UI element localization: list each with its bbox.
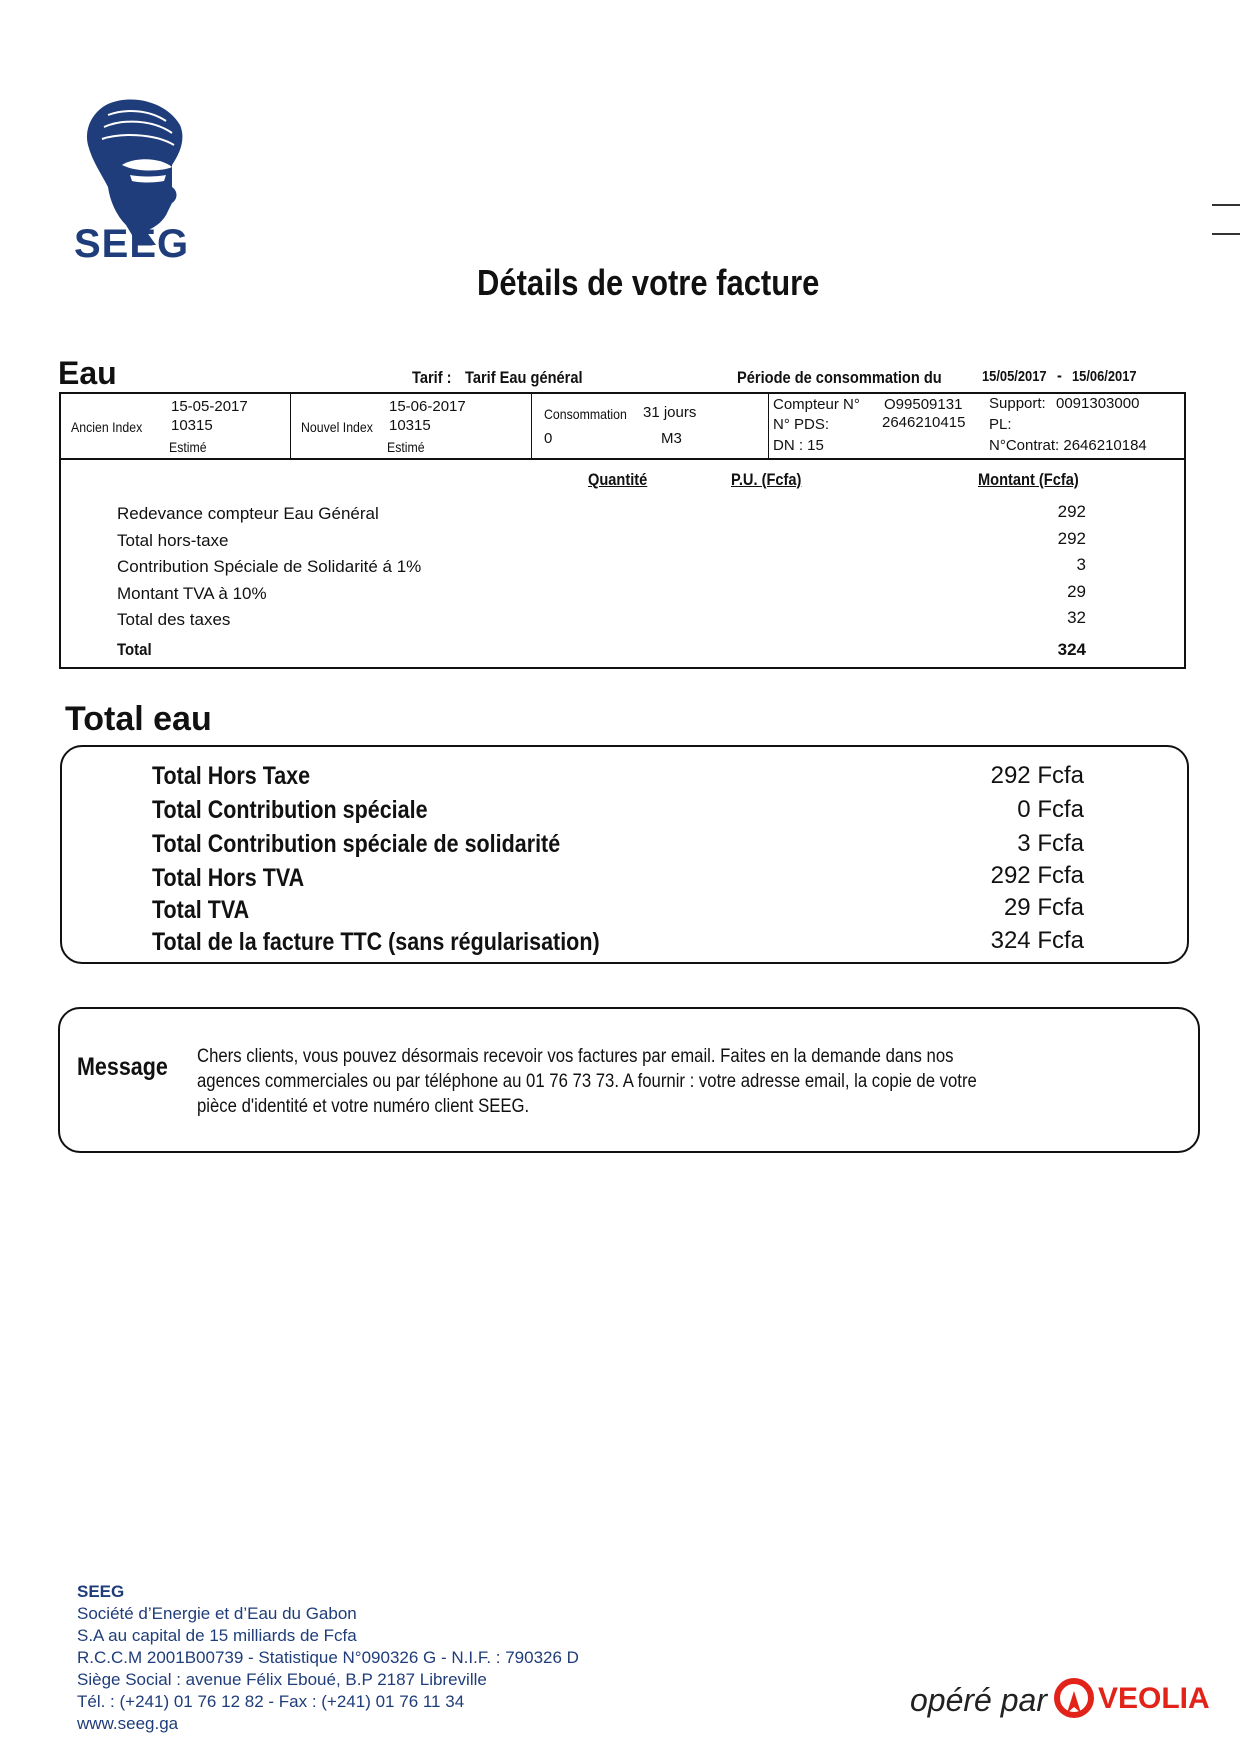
line-label: Total des taxes	[117, 610, 231, 629]
line-amount: 292	[1057, 529, 1086, 548]
line-label: Total hors-taxe	[117, 531, 229, 550]
veolia-logo-icon	[1053, 1677, 1095, 1719]
line-total-amount: 324	[1057, 640, 1086, 659]
consommation-days: 31 jours	[643, 404, 697, 421]
pds-label: N° PDS:	[773, 416, 830, 433]
logo-text: SEEG	[74, 222, 190, 266]
page-title: Détails de votre facture	[477, 262, 820, 303]
support-label: Support:	[989, 395, 1046, 412]
total-row-value: 3 Fcfa	[1017, 830, 1084, 857]
ancien-index-value: 10315	[171, 417, 213, 434]
footer-company: SEEG	[77, 1582, 125, 1601]
consommation-unit: M3	[661, 430, 682, 447]
support-value: 0091303000	[1056, 395, 1140, 412]
consommation-label: Consommation	[544, 406, 627, 422]
line-amount: 29	[1067, 582, 1086, 601]
ancien-index-status: Estimé	[169, 439, 207, 455]
total-row-value: 29 Fcfa	[1003, 894, 1084, 921]
contrat-value: N°Contrat: 2646210184	[989, 437, 1147, 454]
pl-label: PL:	[989, 416, 1012, 433]
veolia-logo-text: VEOLIA	[1098, 1682, 1210, 1715]
periode-label: Période de consommation du	[737, 368, 942, 387]
pds-value: 2646210415	[882, 414, 966, 431]
footer-line: Tél. : (+241) 01 76 12 82 - Fax : (+241) 01 76 11 34	[77, 1692, 465, 1711]
index-info-box	[59, 392, 1186, 460]
footer-line: R.C.C.M 2001B00739 - Statistique N°090326 G - N.I.F. : 790326 D	[77, 1648, 579, 1667]
section-title-eau: Eau	[58, 355, 117, 391]
total-row-value: 292 Fcfa	[990, 862, 1084, 889]
ancien-index-date: 15-05-2017	[171, 398, 248, 415]
margin-mark	[1212, 204, 1240, 206]
total-row-value: 292 Fcfa	[990, 762, 1084, 789]
nouvel-index-value: 10315	[389, 417, 431, 434]
line-amount: 3	[1076, 555, 1086, 574]
line-label: Redevance compteur Eau Général	[117, 504, 379, 523]
dn-value: DN : 15	[773, 437, 824, 454]
total-row-label: Total Hors Taxe	[152, 762, 311, 790]
periode-separator: -	[1057, 366, 1062, 385]
total-row-label: Total TVA	[152, 896, 250, 924]
line-amount: 292	[1057, 502, 1086, 521]
line-total-label: Total	[117, 640, 152, 659]
column-header-pu: P.U. (Fcfa)	[731, 470, 802, 489]
periode-from: 15/05/2017	[982, 368, 1047, 385]
line-amount: 32	[1067, 608, 1086, 627]
consommation-qty: 0	[544, 430, 553, 447]
column-header-quantite: Quantité	[588, 470, 648, 489]
tarif-value: Tarif Eau général	[465, 368, 583, 387]
line-label: Montant TVA à 10%	[117, 584, 267, 603]
ancien-index-label: Ancien Index	[71, 419, 143, 435]
periode-to: 15/06/2017	[1072, 368, 1137, 385]
footer-line: Siège Social : avenue Félix Eboué, B.P 2187 Libreville	[77, 1670, 487, 1689]
operated-by-text: opéré par	[910, 1682, 1047, 1718]
tarif-label: Tarif :	[412, 368, 452, 387]
nouvel-index-label: Nouvel Index	[301, 419, 373, 435]
total-row-label: Total Hors TVA	[152, 864, 305, 892]
column-header-montant: Montant (Fcfa)	[978, 470, 1079, 489]
line-label: Contribution Spéciale de Solidarité á 1%	[117, 557, 422, 576]
total-row-label: Total Contribution spéciale	[152, 796, 428, 824]
footer	[77, 1581, 579, 1735]
total-row-value: 0 Fcfa	[1017, 796, 1084, 823]
footer-line: Société d’Energie et d’Eau du Gabon	[77, 1604, 357, 1623]
total-row-label: Total Contribution spéciale de solidarité	[152, 830, 561, 858]
compteur-value: O99509131	[884, 396, 963, 413]
compteur-label: Compteur N°	[773, 396, 860, 413]
message-text: Chers clients, vous pouvez désormais recevoir vos factures par email. Faites en la demande dans nos agences commerciales ou par téléphone au 01 76 73 73. A fournir : votre adresse email, la copie de votre pièce d'identité et votre numéro client SEEG.	[197, 1046, 977, 1117]
margin-mark	[1212, 233, 1240, 235]
total-row-label: Total de la facture TTC (sans régularisation)	[152, 928, 600, 956]
nouvel-index-status: Estimé	[387, 439, 425, 455]
message-label: Message	[77, 1053, 168, 1081]
footer-line: S.A au capital de 15 milliards de Fcfa	[77, 1626, 357, 1645]
total-row-value: 324 Fcfa	[990, 927, 1084, 954]
total-eau-title: Total eau	[65, 700, 212, 738]
footer-website: www.seeg.ga	[77, 1714, 179, 1733]
nouvel-index-date: 15-06-2017	[389, 398, 466, 415]
